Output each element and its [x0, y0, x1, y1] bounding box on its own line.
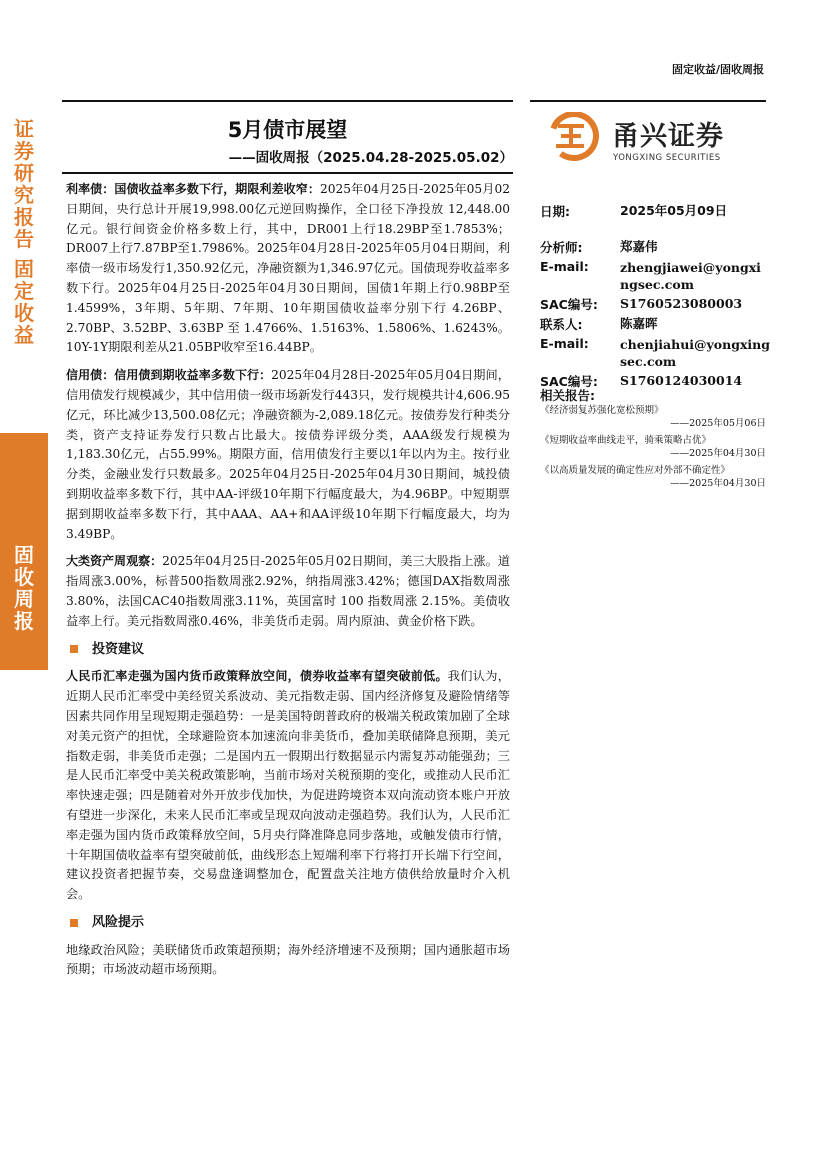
sidebar-char: 报 — [14, 205, 34, 229]
credit-paragraph — [66, 366, 510, 544]
email1-value[interactable]: zhengjiawei@yongxingsec.com — [620, 260, 761, 292]
sac2-label: SAC编号: — [540, 374, 598, 389]
sac1-label: SAC编号: — [540, 297, 598, 312]
sidebar-band-char: 固 — [14, 543, 34, 567]
related-report-item[interactable] — [540, 464, 766, 490]
rates-body: 2025年04月25日-2025年05月02日期间，央行总计开展19,998.00亿元逆回购操作，全口径下净投放 12,448.00亿元。银行间资金价格多数上行，其中，DR001上行18.29BP至1.7853%；DR007上行7.87BP至1.7986%。2025年04月28日-2025年05月04日期间，利率债一级市场发行1,350.92亿元，净融资额为1,346.97亿元。国债现券收益率多数下行。2025年04月25日-2025年04月30日期间，国债1年期上行0.98BP至1.4599%，3年期、5年期、7年期、10年期国债收益率分别下行 4.26BP、2.70BP、3.52BP、3.63BP 至 1.4766%、1.5163%、1.5806%、1.6243%。10Y-1Y期限利差从21.05BP收窄至16.44BP。 — [66, 182, 510, 355]
page-subtitle: ——固收周报（2025.04.28-2025.05.02） — [228, 150, 513, 166]
analyst-value: 郑嘉伟 — [620, 239, 658, 254]
bullet-square-icon — [70, 645, 78, 653]
sidebar-char: 告 — [14, 227, 34, 251]
header-category: 固定收益/固收周报 — [671, 63, 764, 76]
assets-paragraph — [66, 552, 510, 631]
analyst-label: 分析师: — [540, 240, 583, 255]
advice-section-header — [70, 640, 510, 660]
advice-heading: 人民币汇率走强为国内货币政策释放空间，债券收益率有望突破前低。 — [66, 669, 448, 684]
contact-value: 陈嘉晖 — [620, 316, 658, 331]
assets-body: 2025年04月25日-2025年05月02日期间，美三大股指上涨。道指周涨3.00%，标普500指数周涨2.92%，纳指周涨3.42%；德国DAX指数周涨3.80%，法国CAC40指数周涨3.11%，英国富时 100 指数周涨 2.15%。美债收益率上行。美元指数周涨0.46%，非美货币走弱。周内原油、黄金价格下跌。 — [66, 554, 510, 628]
rates-paragraph — [66, 180, 510, 358]
sidebar-band-char: 收 — [14, 565, 34, 589]
email2-label: E-mail: — [540, 336, 589, 351]
sidebar-band-char: 报 — [14, 609, 34, 633]
related-report-item[interactable] — [540, 434, 766, 460]
risk-body: 地缘政治风险；美联储货币政策超预期；海外经济增速不及预期；国内通胀超市场预期；市场波动超市场预期。 — [66, 942, 510, 977]
related-reports-title: 相关报告: — [540, 388, 595, 403]
sidebar-orange-band — [0, 433, 48, 670]
bullet-square-icon — [70, 919, 78, 927]
company-name: 甬兴证券 — [612, 121, 724, 152]
date-value: 2025年05月09日 — [620, 203, 728, 218]
related-report-date: ——2025年04月30日 — [670, 448, 766, 459]
email2-value[interactable]: chenjiahui@yongxingsec.com — [620, 337, 770, 369]
advice-body: 我们认为，近期人民币汇率受中美经贸关系波动、美元指数走弱、国内经济修复及避险情绪等因素共同作用呈现短期走强趋势：一是美国特朗普政府的极端关税政策加剧了全球对美元资产的担忧，全球避险资本加速流向非美货币，叠加美联储降息预期，美元指数走弱，非美货币走强；二是国内五一假期出行数据显示内需复苏动能强劲；三是人民币汇率受中美关税政策影响，当前市场对关税预期的变化，或推动人民币汇率快速走强；四是随着对外开放步伐加快，为促进跨境资本双向流动资本账户开放有望进一步深化，未来人民币汇率或呈现双向波动走强趋势。我们认为，人民币汇率走强为国内货币政策释放空间，5月央行降准降息同步落地，或触发债市行情，十年期国债收益率有望突破前低，曲线形态上短端利率下行将打开长端下行空间，建议投资者把握节奏，交易盘逢调整加仓，配置盘关注地方债供给放量时介入机会。 — [66, 669, 510, 902]
date-label: 日期: — [540, 204, 570, 219]
credit-heading: 信用债：信用债到期收益率多数下行： — [66, 368, 272, 383]
sidebar-char: 证 — [14, 117, 34, 141]
title-rule — [62, 172, 513, 174]
sidebar-band-char: 周 — [14, 587, 34, 611]
sidebar-char: 券 — [14, 139, 34, 163]
sidebar — [0, 0, 48, 1169]
advice-paragraph — [66, 667, 510, 905]
risk-title: 风险提示 — [92, 914, 145, 930]
sidebar-char: 固 — [14, 257, 34, 281]
sidebar-char: 定 — [14, 279, 34, 303]
related-report-date: ——2025年04月30日 — [670, 478, 766, 489]
sac1-value: S1760523080003 — [620, 296, 743, 311]
header-rule-right — [530, 100, 766, 102]
page-title: 5月债市展望 — [227, 118, 348, 142]
credit-body: 2025年04月28日-2025年05月04日期间，信用债发行规模减少，其中信用债一级市场新发行443只，发行规模共计4,606.95亿元，环比减少13,500.08亿元；净融资额为-2,089.18亿元。按债券发行种类分类，资产支持证券发行只数占比最大。按债券评级分类，AAA级发行规模为1,183.30亿元，占55.99%。期限方面，信用债发行主要以1年以内为主。按行业分类，金融业发行只数最多。2025年04月25日-2025年04月30日期间，城投债到期收益率多数下行，其中AA-评级10年期下行幅度最大，为4.96BP。中短期票据到期收益率多数下行，其中AAA、AA+和AA评级10年期下行幅度最大，均为3.49BP。 — [66, 368, 510, 541]
advice-title: 投资建议 — [92, 641, 145, 657]
related-report-title[interactable]: 《短期收益率曲线走平，骑乘策略占优》 — [540, 435, 712, 446]
related-report-date: ——2025年05月06日 — [670, 418, 766, 429]
related-report-title[interactable]: 《以高质量发展的确定性应对外部不确定性》 — [540, 465, 731, 476]
sidebar-band-label — [0, 544, 48, 632]
company-name-en: YONGXING SECURITIES — [613, 153, 721, 163]
related-report-item[interactable] — [540, 404, 766, 430]
sidebar-report-type-label — [0, 118, 48, 346]
sac2-value: S1760124030014 — [620, 373, 743, 388]
sidebar-char: 究 — [14, 183, 34, 207]
risk-section-header — [70, 913, 510, 933]
sidebar-char: 研 — [14, 161, 34, 185]
related-report-title[interactable]: 《经济弱复苏强化宽松预期》 — [540, 405, 664, 416]
main-content — [66, 180, 510, 988]
sidebar-char: 收 — [14, 301, 34, 325]
header-rule-left — [62, 100, 513, 102]
risk-paragraph — [66, 941, 510, 981]
contact-label: 联系人: — [540, 317, 583, 332]
rates-heading: 利率债：国债收益率多数下行，期限利差收窄： — [66, 182, 320, 196]
email1-label: E-mail: — [540, 259, 589, 274]
assets-heading: 大类资产周观察： — [66, 554, 163, 569]
sidebar-char: 益 — [14, 323, 34, 347]
